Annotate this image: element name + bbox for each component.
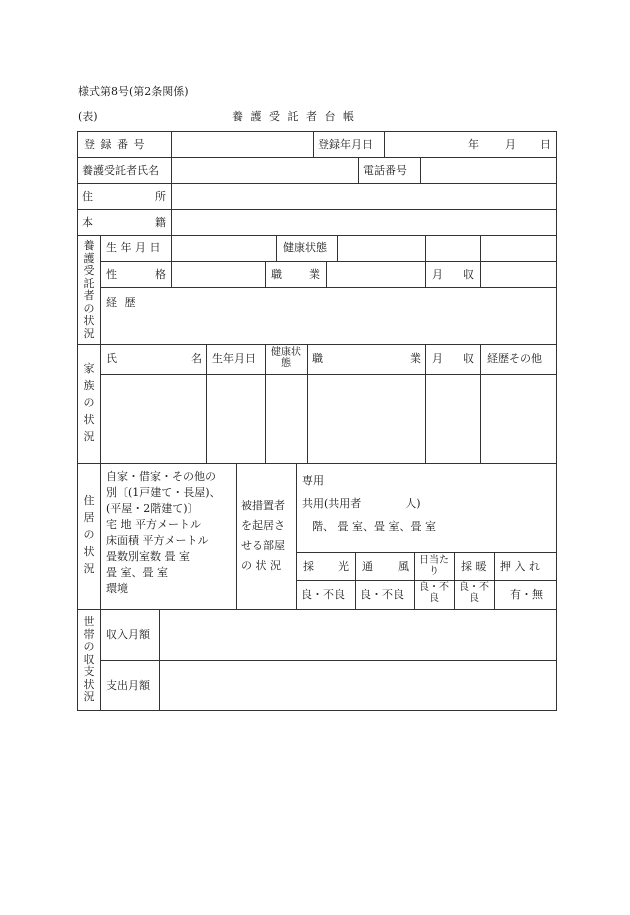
light-value: 良・不良 xyxy=(301,588,345,601)
light-label-a: 採 xyxy=(303,560,314,573)
address-label-a: 住 xyxy=(82,190,93,203)
row-line xyxy=(77,157,557,158)
row-line xyxy=(100,261,556,262)
col-line xyxy=(313,131,314,157)
table-border-left xyxy=(77,131,78,711)
col-line xyxy=(171,131,172,235)
year-label: 年 xyxy=(468,138,479,151)
income-monthly-label: 収入月額 xyxy=(106,628,150,641)
closet-label: 押 入 れ xyxy=(500,560,540,573)
character-label-b: 格 xyxy=(155,268,166,281)
col-line xyxy=(206,344,207,463)
row-line xyxy=(77,609,557,610)
heating-label: 採 暖 xyxy=(461,560,487,573)
room-label-2: を起居さ xyxy=(241,519,285,532)
housing-line-2: 別〔(1戸建て・長屋)、 xyxy=(106,486,221,499)
col-line xyxy=(454,552,455,609)
housing-line-1: 自家・借家・その他の xyxy=(106,470,216,483)
closet-value: 有・無 xyxy=(510,588,543,601)
side-label: (表) xyxy=(78,110,98,123)
row-line xyxy=(77,183,557,184)
ventilation-label-a: 通 xyxy=(362,560,373,573)
light-label-b: 光 xyxy=(338,560,349,573)
shared-label: 共用(共用者 人) xyxy=(302,497,421,510)
col-line xyxy=(494,552,495,609)
col-line xyxy=(355,552,356,609)
health-label: 健康状態 xyxy=(283,241,327,254)
family-name-label-b: 名 xyxy=(191,352,202,365)
income-label-a: 月 xyxy=(432,268,443,281)
private-label: 専用 xyxy=(302,474,324,487)
heating-value: 良・不良 xyxy=(459,582,489,604)
career-label: 経 歴 xyxy=(106,296,138,309)
family-job-label-a: 職 xyxy=(312,352,323,365)
col-line xyxy=(420,157,421,183)
phone-label: 電話番号 xyxy=(363,164,407,177)
form-number: 様式第8号(第2条関係) xyxy=(78,85,189,98)
table-border-top xyxy=(77,131,557,132)
family-name-label-a: 氏 xyxy=(106,352,117,365)
col-line xyxy=(307,344,308,463)
col-line xyxy=(384,131,385,157)
family-section-label: 家族の状況 xyxy=(83,362,95,443)
month-label: 月 xyxy=(505,138,516,151)
expense-monthly-label: 支出月額 xyxy=(106,679,150,692)
birth-label: 生 年 月 日 xyxy=(106,241,161,254)
row-line xyxy=(77,463,557,464)
col-line xyxy=(296,463,297,609)
floor-label: 階、 畳 室、畳 室、畳 室 xyxy=(312,520,436,533)
housing-line-5: 床面積 平方メートル xyxy=(106,534,209,547)
col-line xyxy=(358,157,359,183)
row-line xyxy=(100,374,556,375)
room-label-1: 被措置者 xyxy=(241,499,285,512)
sunlight-label: 日当たり xyxy=(419,555,449,577)
family-health-label: 健康状態 xyxy=(271,347,301,369)
col-line xyxy=(171,235,172,287)
row-line xyxy=(77,209,557,210)
row-line xyxy=(296,552,556,553)
job-label-a: 職 xyxy=(271,268,282,281)
family-income-label-a: 月 xyxy=(432,352,443,365)
table-border-right xyxy=(556,131,557,711)
name-label: 養護受託者氏名 xyxy=(82,164,159,177)
ventilation-label-b: 風 xyxy=(398,560,409,573)
form-title: 養 護 受 託 者 台 帳 xyxy=(232,110,356,123)
job-label-b: 業 xyxy=(309,268,320,281)
family-career-label: 経歴その他 xyxy=(487,352,542,365)
housing-section-label: 住居の状況 xyxy=(83,494,95,575)
day-label: 日 xyxy=(540,138,551,151)
col-line xyxy=(425,235,426,287)
reg-number-label: 登 録 番 号 xyxy=(84,138,146,151)
status-section-label: 養護受託者の状況 xyxy=(83,239,95,340)
col-line xyxy=(326,261,327,287)
character-label-a: 性 xyxy=(106,268,117,281)
row-line xyxy=(100,660,556,661)
ventilation-value: 良・不良 xyxy=(360,588,404,601)
housing-line-4: 宅 地 平方メートル xyxy=(106,518,201,531)
col-line xyxy=(425,344,426,463)
col-line xyxy=(480,235,481,287)
room-label-3: せる部屋 xyxy=(241,539,285,552)
col-line xyxy=(100,235,101,710)
col-line xyxy=(480,344,481,463)
col-line xyxy=(265,261,266,287)
col-line xyxy=(276,235,277,261)
family-job-label-b: 業 xyxy=(410,352,421,365)
row-line xyxy=(77,235,557,236)
finance-section-label: 世帯の収支状況 xyxy=(83,615,95,703)
col-line xyxy=(236,463,237,609)
address-label-b: 所 xyxy=(155,190,166,203)
table-border-bottom xyxy=(77,710,557,711)
housing-line-7: 畳 室、畳 室 xyxy=(106,566,168,579)
row-line xyxy=(296,580,556,581)
family-income-label-b: 収 xyxy=(463,352,474,365)
family-birth-label: 生年月日 xyxy=(212,352,256,365)
sunlight-value: 良・不良 xyxy=(419,582,449,604)
income-label-b: 収 xyxy=(463,268,474,281)
reg-date-label: 登録年月日 xyxy=(318,138,373,151)
col-line xyxy=(337,235,338,261)
room-label-4: の 状 況 xyxy=(241,559,281,572)
housing-line-8: 環境 xyxy=(106,582,128,595)
housing-line-6: 畳数別室数 畳 室 xyxy=(106,550,190,563)
col-line xyxy=(265,344,266,463)
housing-line-3: (平屋・2階建て)〕 xyxy=(106,502,199,515)
row-line xyxy=(77,344,557,345)
col-line xyxy=(414,552,415,609)
domicile-label-a: 本 xyxy=(82,216,93,229)
domicile-label-b: 籍 xyxy=(155,216,166,229)
row-line xyxy=(100,287,556,288)
col-line xyxy=(159,609,160,710)
